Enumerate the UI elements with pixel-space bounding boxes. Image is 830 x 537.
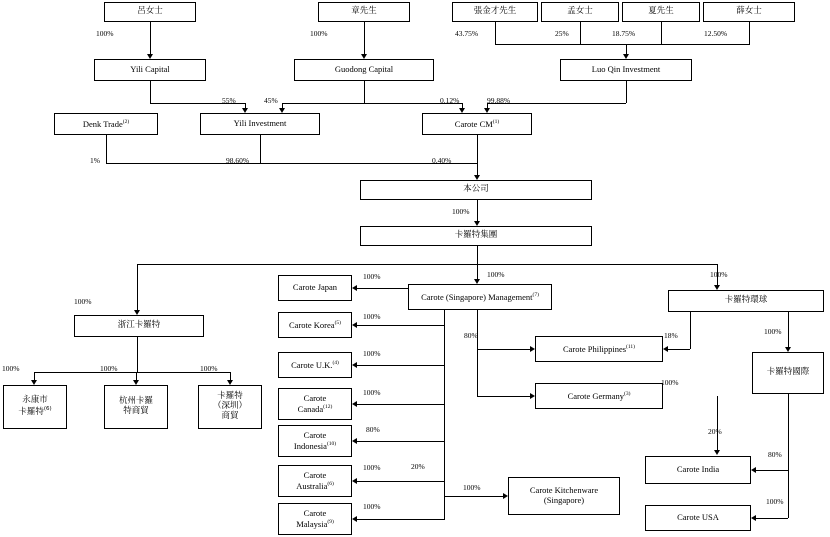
connector-spine-malaysia (357, 519, 444, 520)
connector-xia-down (661, 22, 662, 44)
ownership-percent-label: 55% (222, 96, 236, 105)
entity-label: 浙江卡羅特 (117, 320, 161, 331)
footnote-marker: (6) (327, 480, 334, 487)
entity-box-intl (752, 352, 824, 394)
entity-label: Carote Australia$^{(6)}$ (296, 469, 334, 491)
entity-box-company (360, 180, 592, 200)
entity-box-global (668, 290, 824, 312)
entity-label: Carote USA (677, 512, 719, 523)
arrowhead-india-20 (714, 450, 720, 455)
connector-sgmgmt-germany-h (477, 396, 530, 397)
arrowhead-philippines-18 (663, 346, 668, 352)
entity-box-uk (278, 352, 352, 378)
entity-label: 杭州卡羅 特商貿 (118, 396, 153, 416)
entity-box-yiliinv (200, 113, 320, 135)
entity-label: 夏先生 (648, 6, 674, 17)
arrowhead-australia (352, 478, 357, 484)
entity-label: Luo Qin Investment (591, 64, 661, 75)
entity-box-kitchen (508, 477, 620, 515)
ownership-percent-label: 20% (411, 462, 425, 471)
entity-label: 卡羅特集團 (454, 230, 498, 241)
entity-label: Yili Investment (233, 118, 287, 129)
arrowhead-korea (352, 322, 357, 328)
ownership-percent-label: 25% (555, 29, 569, 38)
connector-zjcarote-down (137, 337, 138, 372)
connector-zj-to-yongkang (34, 372, 35, 380)
ownership-percent-label: 100% (661, 378, 679, 387)
ownership-percent-label: 100% (487, 270, 505, 279)
ownership-percent-label: 80% (366, 425, 380, 434)
connector-spine-canada (357, 404, 444, 405)
ownership-percent-label: 100% (310, 29, 328, 38)
entity-label: 章先生 (351, 6, 377, 17)
ownership-percent-label: 1% (90, 156, 100, 165)
ownership-percent-label: 12.50% (704, 29, 728, 38)
ownership-percent-label: 0.40% (432, 156, 452, 165)
entity-box-malaysia (278, 503, 352, 535)
connector-xue-down (749, 22, 750, 44)
entity-box-australia (278, 465, 352, 497)
entity-label: Carote Indonesia$^{(10)}$ (293, 429, 337, 451)
footnote-marker: (7) (532, 291, 539, 298)
connector-global-philip-h (668, 349, 690, 350)
entity-label: Guodong Capital (334, 64, 394, 75)
arrowhead-uk (352, 362, 357, 368)
connector-bus-company (477, 163, 478, 175)
entity-box-lv (104, 2, 196, 22)
entity-label: 孟女士 (567, 6, 593, 17)
connector-bus-left-down (137, 264, 138, 310)
connector-group-down (477, 246, 478, 264)
entity-box-philip (535, 336, 663, 362)
connector-zhangjc-down (495, 22, 496, 44)
entity-label: Carote Korea$^{(5)}$ (289, 319, 341, 330)
entity-box-shenzhen (198, 385, 262, 429)
ownership-percent-label: 100% (363, 463, 381, 472)
connector-spine-kitchen-h (444, 496, 503, 497)
entity-box-yongkang (3, 385, 67, 429)
entity-label: 本公司 (463, 184, 489, 195)
footnote-marker: (2) (122, 118, 130, 125)
connector-sgmgmt-germany-v (477, 349, 478, 396)
connector-yilicapital-down (150, 81, 151, 103)
connector-lv-yilicapital (150, 22, 151, 54)
arrowhead-japan (352, 285, 357, 291)
entity-label: Carote CM$^{(1)}$ (454, 118, 500, 129)
ownership-percent-label: 100% (363, 349, 381, 358)
connector-spine-indonesia (357, 441, 444, 442)
footnote-marker: (5) (334, 319, 341, 326)
connector-zhang-guodong (364, 22, 365, 54)
connector-luoqin-down (626, 81, 627, 103)
connector-intl-india-h (756, 470, 788, 471)
connector-bus-luoqin (626, 44, 627, 54)
connector-sgmgmt-philip-h (477, 349, 530, 350)
connector-sgmgmt-philip-v (477, 310, 478, 349)
ownership-percent-label: 80% (768, 450, 782, 459)
ownership-percent-label: 80% (464, 331, 478, 340)
entity-box-zhang (318, 2, 410, 22)
connector-zj-to-shenzhen (230, 372, 231, 380)
connector-guodong-down (364, 81, 365, 103)
arrowhead-india-80 (751, 467, 756, 473)
footnote-marker: (3) (624, 390, 631, 397)
footnote-marker: (11) (626, 343, 635, 350)
entity-box-meng (541, 2, 619, 22)
connector-global-philip-v (690, 312, 691, 349)
entity-box-germany (535, 383, 663, 409)
connector-shareholders-bus (495, 44, 750, 45)
connector-global-india-v (717, 396, 718, 450)
entity-label: Carote India (676, 464, 720, 475)
entity-label: Carote (Singapore) Management$^{(7)}$ (421, 291, 539, 302)
connector-group-bus (137, 264, 717, 265)
entity-box-yilicap (94, 59, 206, 81)
connector-spine-australia (357, 481, 444, 482)
entity-label: 卡羅特國際 (766, 367, 810, 378)
entity-box-korea (278, 312, 352, 338)
entity-box-usa (645, 505, 751, 531)
ownership-percent-label: 100% (100, 364, 118, 373)
entity-box-xue (703, 2, 795, 22)
ownership-percent-label: 100% (363, 388, 381, 397)
entity-box-indonesia (278, 425, 352, 457)
entity-box-denk (54, 113, 158, 135)
connector-meng-down (580, 22, 581, 44)
entity-label: Carote U.K.$^{(4)}$ (291, 359, 339, 370)
ownership-percent-label: 20% (708, 427, 722, 436)
entity-label: 張金才先生 (473, 6, 517, 17)
ownership-percent-label: 100% (363, 312, 381, 321)
entity-label: Denk Trade$^{(2)}$ (82, 118, 130, 129)
arrowhead-canada (352, 401, 357, 407)
ownership-percent-label: 100% (363, 502, 381, 511)
entity-label: Yili Capital (130, 64, 170, 75)
entity-label: Carote Germany$^{(3)}$ (567, 390, 631, 401)
connector-guodong-h-left (282, 103, 364, 104)
connector-carotecm-down (477, 135, 478, 163)
ownership-percent-label: 100% (710, 270, 728, 279)
entity-box-hangzhou (104, 385, 168, 429)
entity-label: 薛女士 (736, 6, 762, 17)
ownership-percent-label: 0.12% (440, 96, 460, 105)
ownership-percent-label: 100% (74, 297, 92, 306)
connector-bus-mid-down (477, 264, 478, 279)
entity-box-zhangjc (452, 2, 538, 22)
entity-label: Carote Philippines$^{(11)}$ (562, 343, 635, 354)
ownership-percent-label: 98.60% (226, 156, 250, 165)
footnote-marker: (6) (43, 406, 52, 413)
footnote-marker: (12) (323, 403, 333, 410)
ownership-percent-label: 100% (463, 483, 481, 492)
entity-label: 永康市 卡羅特$^{(6)}$ (18, 395, 52, 417)
entity-box-group (360, 226, 592, 246)
connector-global-intl-v (788, 312, 789, 347)
connector-company-bus (106, 163, 477, 164)
entity-label: Carote Japan (292, 282, 338, 293)
entity-box-luoqin (560, 59, 692, 81)
connector-spine-uk (357, 365, 444, 366)
ownership-percent-label: 100% (96, 29, 114, 38)
ownership-percent-label: 100% (2, 364, 20, 373)
entity-box-india (645, 456, 751, 484)
ownership-percent-label: 100% (200, 364, 218, 373)
entity-box-japan (278, 275, 352, 301)
connector-company-group (477, 200, 478, 221)
entity-box-canada (278, 388, 352, 420)
ownership-percent-label: 18.75% (612, 29, 636, 38)
entity-label: 卡羅特 （深圳） 商貿 (212, 391, 247, 421)
ownership-percent-label: 100% (452, 207, 470, 216)
ownership-percent-label: 45% (264, 96, 278, 105)
footnote-marker: (10) (326, 440, 337, 447)
connector-sgmgmt-spine (444, 310, 445, 520)
entity-label: 呂女士 (137, 6, 163, 17)
entity-box-sgmgmt (408, 284, 552, 310)
arrowhead-usa (751, 515, 756, 521)
entity-box-xia (622, 2, 700, 22)
arrowhead-indonesia (352, 438, 357, 444)
connector-intl-india-v (788, 394, 789, 470)
connector-denk-down (106, 135, 107, 163)
footnote-marker: (1) (492, 118, 500, 125)
connector-spine-korea (357, 325, 444, 326)
connector-yiliinv-down (260, 135, 261, 163)
arrowhead-malaysia (352, 516, 357, 522)
footnote-marker: (4) (332, 359, 339, 366)
connector-zj-to-hangzhou (136, 372, 137, 380)
entity-label: 卡羅特環球 (724, 295, 768, 306)
ownership-percent-label: 100% (363, 272, 381, 281)
entity-label: Carote Kitchenware (Singapore) (529, 485, 599, 505)
entity-label: Carote Canada$^{(12)}$ (297, 392, 333, 414)
ownership-percent-label: 100% (766, 497, 784, 506)
entity-box-guodong (294, 59, 434, 81)
footnote-marker: (9) (327, 518, 334, 525)
ownership-percent-label: 18% (664, 331, 678, 340)
entity-label: Carote Malaysia$^{(9)}$ (296, 507, 334, 529)
ownership-percent-label: 100% (764, 327, 782, 336)
entity-box-zjcarote (74, 315, 204, 337)
ownership-percent-label: 99.88% (487, 96, 511, 105)
connector-intl-usa-h (756, 518, 788, 519)
entity-box-carotecm (422, 113, 532, 135)
connector-intl-usa-v (788, 470, 789, 518)
ownership-percent-label: 43.75% (455, 29, 479, 38)
